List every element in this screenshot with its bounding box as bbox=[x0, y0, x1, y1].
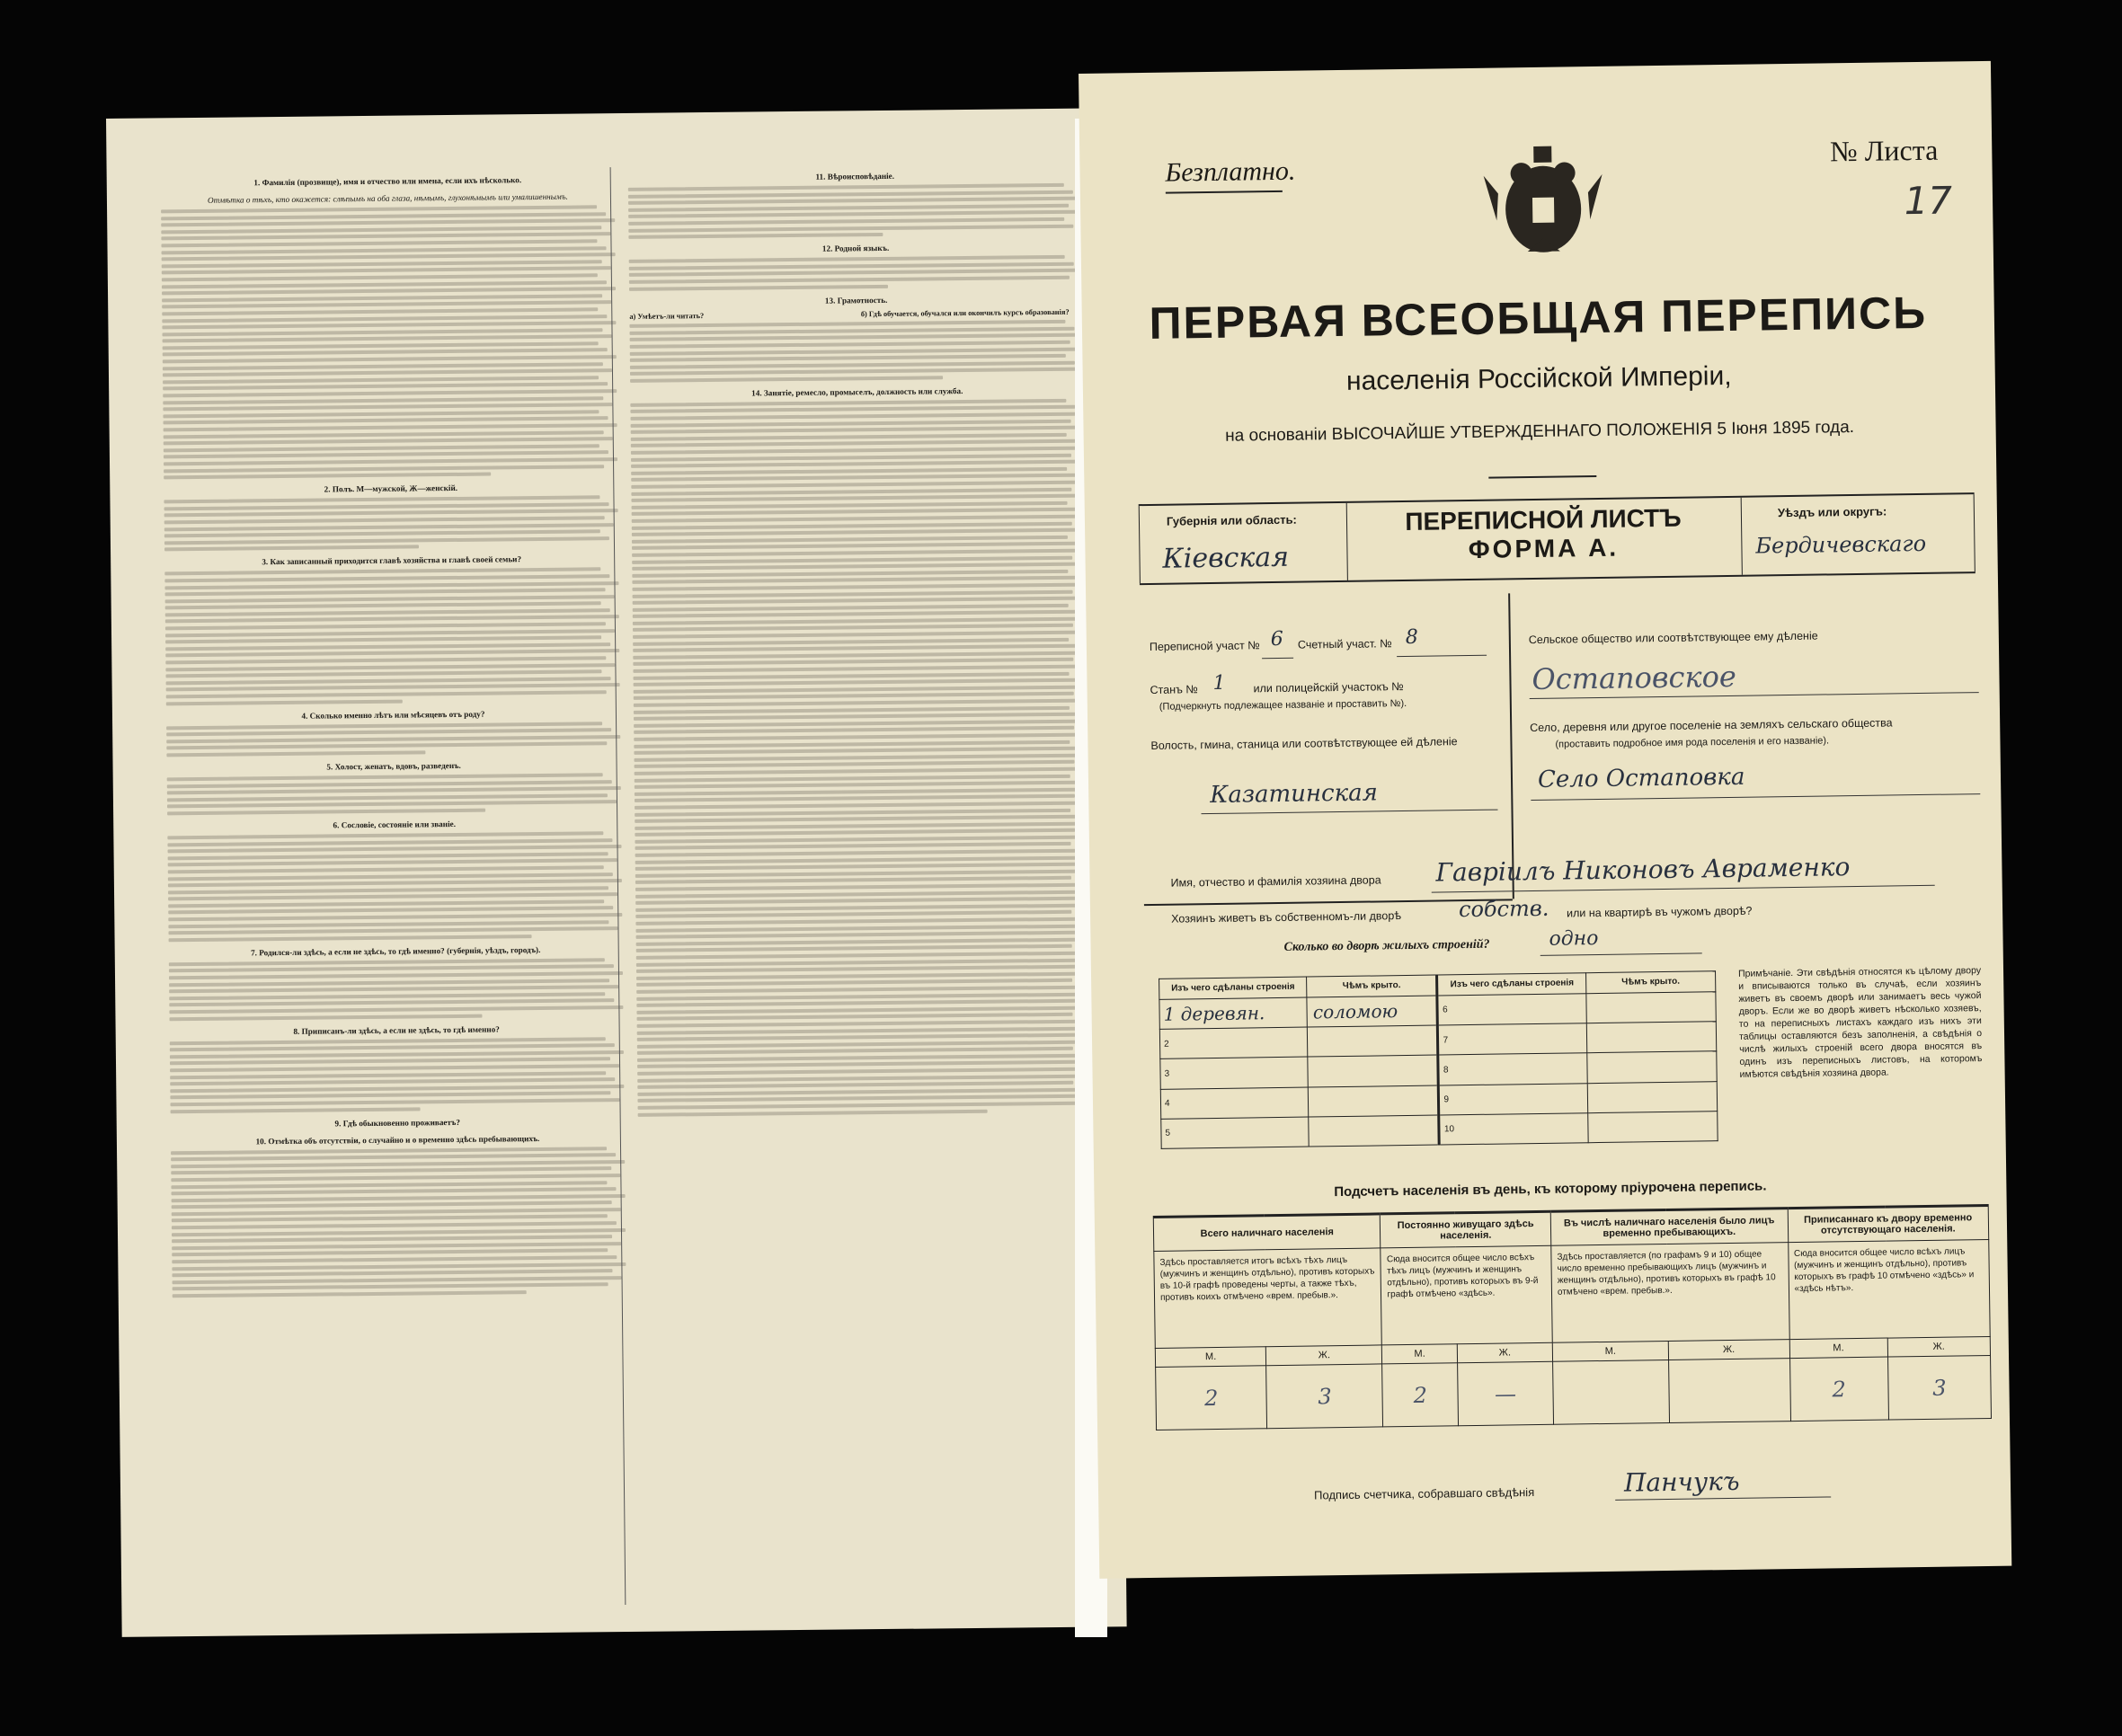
table-cell: 2 bbox=[1159, 1027, 1308, 1059]
literacy-sub-b: б) Гдѣ обучается, обучался или окончилъ курсъ образованія? bbox=[860, 307, 1070, 318]
free-label: Безплатно. bbox=[1165, 155, 1296, 188]
count-column-header: Всего наличнаго населенія bbox=[1153, 1214, 1381, 1252]
section-heading: 4. Сколько именно лѣтъ или мѣсяцевъ отъ роду? bbox=[301, 709, 485, 721]
signature-value: Панчукъ bbox=[1623, 1466, 1740, 1498]
text-line bbox=[161, 239, 597, 247]
table-cell bbox=[1588, 1111, 1718, 1142]
count-value: 3 bbox=[1266, 1364, 1383, 1429]
body-text bbox=[630, 398, 1091, 1116]
village-value: Село Остаповка bbox=[1537, 763, 1745, 793]
section-heading: 7. Родился-ли здѣсь, а если не здѣсь, то гдѣ именно? (губернія, уѣздъ, городъ). bbox=[250, 944, 541, 958]
census-basis: на основаніи ВЫСОЧАЙШЕ УТВЕРЖДЕННАГО ПОЛОЖЕНІЯ 5 Іюня 1895 года. bbox=[1225, 417, 1855, 446]
text-line bbox=[628, 224, 1073, 232]
field-underline bbox=[1531, 793, 1980, 801]
count-value bbox=[1553, 1360, 1670, 1424]
text-line bbox=[161, 205, 597, 213]
count-value: — bbox=[1457, 1361, 1553, 1425]
text-line bbox=[171, 1107, 421, 1113]
table-cell bbox=[1586, 1022, 1717, 1053]
text-line bbox=[629, 284, 888, 290]
table-cell bbox=[1587, 1051, 1718, 1083]
stan-note: (Подчеркнуть подлежащее названіе и проставить №). bbox=[1159, 697, 1407, 713]
stan-label: Станъ № bbox=[1150, 683, 1198, 696]
double-headed-eagle-emblem bbox=[1479, 138, 1607, 270]
count-title: Подсчетъ населенія въ день, къ которому пріурочена перепись. bbox=[1334, 1178, 1767, 1200]
count-district-value: 8 bbox=[1405, 625, 1418, 649]
owner-label: Имя, отчество и фамилія хозяина двора bbox=[1170, 873, 1381, 890]
text-line bbox=[166, 690, 607, 698]
text-line bbox=[630, 368, 1084, 376]
stan-suffix: или полицейскій участокъ № bbox=[1253, 680, 1404, 695]
count-column-description: Здѣсь проставляется (по графамъ 9 и 10) общее число временно пребывающихъ лицъ (мужчинъ и женщинъ отдѣльно), противъ которыхъ въ графѣ 10 отмѣчено «врем. пребыв.». bbox=[1551, 1243, 1789, 1343]
text-line bbox=[638, 1109, 988, 1116]
text-line bbox=[173, 1283, 608, 1291]
free-underline bbox=[1166, 190, 1283, 194]
literacy-subheads bbox=[629, 306, 1083, 321]
text-line bbox=[166, 699, 403, 705]
text-line bbox=[169, 934, 532, 942]
table-cell bbox=[1308, 1055, 1439, 1086]
table-cell: 4 bbox=[1160, 1087, 1309, 1120]
buildings-table-body bbox=[1159, 992, 1718, 1149]
text-line bbox=[628, 217, 1064, 226]
ornament-rule bbox=[1488, 475, 1596, 479]
stan-value: 1 bbox=[1212, 671, 1226, 695]
table-cell bbox=[1587, 1081, 1718, 1112]
sex-label: М. bbox=[1552, 1341, 1668, 1361]
count-column-description: Сюда вносится общее число всѣхъ лицъ (мужчинъ и женщинъ отдѣльно), противъ которыхъ въ графѣ 10 отмѣчено «здѣсь» и «здѣсь нѣтъ». bbox=[1788, 1239, 1990, 1339]
text-line bbox=[629, 276, 1070, 284]
section-heading: 13. Грамотность. bbox=[824, 295, 888, 306]
text-line bbox=[630, 341, 1070, 349]
table-cell: 9 bbox=[1439, 1083, 1588, 1115]
body-text bbox=[629, 255, 1083, 291]
uezd-label: Уѣздъ или округъ: bbox=[1777, 504, 1887, 520]
volost-label: Волость, гмина, станица или соотвѣтствующее ей дѣленіе bbox=[1150, 735, 1458, 752]
count-column-description: Здѣсь проставляется итогъ всѣхъ тѣхъ лицъ (мужчинъ и женщинъ отдѣльно), противъ которыхъ въ 10-й графѣ проведены черты, а также тѣхъ, противъ коихъ отмѣчено «врем. пребыв.». bbox=[1154, 1248, 1382, 1349]
buildings-value: одно bbox=[1549, 927, 1599, 951]
text-line bbox=[167, 831, 603, 839]
instructions-column-left bbox=[161, 167, 626, 1301]
text-line bbox=[168, 926, 617, 934]
sex-label: Ж. bbox=[1457, 1342, 1552, 1362]
census-subtitle: населенія Россійской Имперіи, bbox=[1345, 360, 1732, 396]
text-line bbox=[167, 809, 485, 816]
count-column-header: Постоянно живущаго здѣсь населенія. bbox=[1381, 1211, 1551, 1248]
text-line bbox=[628, 233, 883, 239]
form-title-box bbox=[1345, 498, 1742, 580]
literacy-sub-a: а) Умѣетъ-ли читать? bbox=[629, 311, 705, 321]
census-form-page bbox=[1079, 61, 2011, 1579]
body-text bbox=[167, 773, 621, 815]
sex-label: Ж. bbox=[1887, 1336, 1991, 1357]
population-count-table bbox=[1153, 1204, 1992, 1430]
text-line bbox=[630, 376, 943, 383]
count-column-description: Сюда вносится общее число всѣхъ тѣхъ лицъ (мужчинъ и женщинъ отдѣльно), противъ которыхъ въ 9-й графѣ отмѣчено «здѣсь». bbox=[1381, 1245, 1552, 1345]
sex-label: М. bbox=[1155, 1347, 1266, 1368]
gubernia-label: Губернія или область: bbox=[1166, 512, 1297, 528]
section-heading: 12. Родной языкъ. bbox=[821, 244, 890, 253]
text-line bbox=[170, 1098, 619, 1106]
count-value: 2 bbox=[1156, 1366, 1267, 1430]
census-title: ПЕРВАЯ ВСЕОБЩАЯ ПЕРЕПИСЬ bbox=[1149, 287, 1928, 349]
location-divider bbox=[1508, 593, 1514, 899]
form-subtitle: ФОРМА А. bbox=[1468, 533, 1620, 563]
table-cell: 5 bbox=[1161, 1117, 1310, 1149]
buildings-note: Примѣчаніе. Эти свѣдѣнія относятся къ цѣлому двору и вписываются только въ случаѣ, если хозяинъ живетъ въ своемъ дворѣ или занимаетъ весь чужой дворъ. Если же во дворѣ живетъ нѣсколько хозяевъ, то на переписныхъ листахъ каждаго изъ нихъ эти таблицы оставляются безъ заполненія, а свѣдѣнія о числѣ жилыхъ строеній всего двора вносятся въ одинъ изъ переписныхъ листовъ, на которомъ имѣются свѣдѣнія хозяина двора. bbox=[1737, 965, 1983, 1080]
body-text bbox=[628, 183, 1083, 239]
census-district-value: 6 bbox=[1270, 627, 1283, 651]
uezd-box bbox=[1741, 494, 1976, 575]
table-cell: 3 bbox=[1160, 1057, 1309, 1089]
living-label: Хозяинъ живетъ въ собственномъ-ли дворѣ bbox=[1171, 909, 1402, 926]
text-line bbox=[638, 1102, 1079, 1110]
body-text bbox=[169, 958, 624, 1021]
text-line bbox=[171, 1174, 620, 1182]
section-heading: 8. Приписанъ-ли здѣсь, а если не здѣсь, то гдѣ именно? bbox=[293, 1024, 500, 1036]
form-title: ПЕРЕПИСНОЙ ЛИСТЪ bbox=[1405, 503, 1682, 536]
count-value: 3 bbox=[1887, 1355, 1991, 1420]
text-line bbox=[166, 750, 425, 757]
form-header-box bbox=[1139, 492, 1976, 585]
table-cell: соломою bbox=[1307, 996, 1438, 1027]
count-values-row bbox=[1156, 1355, 1992, 1430]
body-text bbox=[164, 567, 620, 705]
section-heading: 11. Вѣроисповѣданіе. bbox=[815, 171, 895, 182]
uezd-value: Бердичевскаго bbox=[1755, 530, 1927, 559]
body-text bbox=[629, 320, 1084, 383]
gubernia-value: Кіевская bbox=[1162, 541, 1290, 575]
table-cell bbox=[1309, 1085, 1440, 1117]
section-note: Отмѣтка о тѣхъ, кто окажется: слѣпымъ на оба глаза, нѣмымъ, глухонѣмымъ или умалишеннымъ. bbox=[207, 191, 568, 205]
text-line bbox=[164, 516, 605, 524]
text-line bbox=[636, 986, 1081, 994]
body-text bbox=[171, 1147, 626, 1298]
count-district-label: Счетный участ. № bbox=[1297, 637, 1392, 651]
village-label: Село, деревня или другое поселеніе на земляхъ сельскаго общества bbox=[1530, 716, 1893, 735]
bld-header-material: Изъ чего сдѣланы строенія bbox=[1159, 977, 1308, 999]
section-heading: 1. Фамилія (прозвище), имя и отчество или имена, если ихъ нѣсколько. bbox=[253, 175, 522, 188]
count-value: 2 bbox=[1382, 1363, 1458, 1427]
bld-header-roof: Чѣмъ крыто. bbox=[1307, 975, 1437, 997]
census-district-label: Переписной участ № bbox=[1149, 639, 1260, 653]
section-heading: 2. Полъ. М—мужской, Ж—женскій. bbox=[324, 483, 458, 494]
section-heading: 14. Занятіе, ремесло, промыселъ, должность или служба. bbox=[751, 385, 963, 398]
table-cell bbox=[1586, 992, 1717, 1023]
volost-value: Казатинская bbox=[1210, 779, 1379, 810]
table-cell: 8 bbox=[1438, 1053, 1587, 1085]
gubernia-box bbox=[1139, 503, 1348, 583]
sheet-number-handwritten: 17 bbox=[1904, 178, 1953, 224]
text-line bbox=[628, 183, 1064, 191]
text-line bbox=[164, 574, 609, 582]
living-suffix: или на квартирѣ въ чужомъ дворѣ? bbox=[1567, 904, 1753, 920]
sex-label: Ж. bbox=[1266, 1345, 1382, 1366]
sex-label: Ж. bbox=[1668, 1340, 1789, 1360]
text-line bbox=[162, 273, 598, 281]
body-text bbox=[164, 495, 618, 551]
field-underline bbox=[1202, 810, 1498, 815]
bld-header-material: Изъ чего сдѣланы строенія bbox=[1437, 973, 1586, 996]
section-heading: 10. Отмѣтка объ отсутствіи, о случайно и о временно здѣсь пребывающихъ. bbox=[255, 1133, 540, 1146]
buildings-label: Сколько во дворѣ жилыхъ строеній? bbox=[1283, 937, 1490, 954]
text-line bbox=[167, 800, 617, 808]
section-heading: 3. Как записанный приходится главѣ хозяйства и главѣ своей семьи? bbox=[262, 554, 522, 567]
field-underline bbox=[1262, 658, 1293, 659]
text-line bbox=[164, 473, 491, 480]
text-line bbox=[162, 307, 598, 315]
text-line bbox=[166, 742, 607, 750]
body-text bbox=[166, 722, 620, 757]
field-underline bbox=[1397, 655, 1487, 657]
section-heading: 6. Сословіе, состояніе или званіе. bbox=[333, 819, 457, 830]
table-cell bbox=[1308, 1025, 1439, 1057]
count-column-header: Приписаннаго къ двору временно отсутствующаго населенія. bbox=[1788, 1205, 1989, 1242]
society-label: Сельское общество или соотвѣтствующее ему дѣленіе bbox=[1528, 629, 1818, 647]
table-cell: 7 bbox=[1438, 1023, 1587, 1056]
body-text bbox=[170, 1037, 625, 1113]
text-line bbox=[635, 802, 1084, 810]
count-description-row bbox=[1154, 1239, 1990, 1348]
owner-value: Гаврiилъ Никоновъ Авраменко bbox=[1435, 852, 1851, 888]
buildings-table bbox=[1159, 970, 1718, 1149]
table-cell: 1 деревян. bbox=[1159, 997, 1308, 1030]
table-cell: 6 bbox=[1437, 994, 1586, 1026]
village-note: (проставить подробное имя рода поселенія и его названіе). bbox=[1555, 735, 1830, 750]
count-value bbox=[1668, 1359, 1790, 1423]
count-value: 2 bbox=[1789, 1357, 1888, 1422]
sex-label: М. bbox=[1382, 1344, 1458, 1364]
text-line bbox=[164, 536, 609, 545]
bld-header-roof: Чѣмъ крыто. bbox=[1585, 971, 1715, 994]
instructions-column-right bbox=[628, 163, 1092, 1120]
text-line bbox=[637, 1020, 1082, 1028]
section-heading: 5. Холост, женатъ, вдовъ, разведенъ. bbox=[326, 760, 461, 772]
text-line bbox=[167, 773, 603, 781]
field-underline bbox=[1540, 952, 1702, 956]
table-cell: 10 bbox=[1439, 1112, 1588, 1145]
text-line bbox=[164, 545, 419, 552]
sex-label: М. bbox=[1789, 1338, 1887, 1359]
table-cell bbox=[1309, 1115, 1440, 1147]
signature-label: Подпись счетчика, собравшаго свѣдѣнія bbox=[1314, 1485, 1535, 1502]
count-column-header: Въ числѣ наличнаго населенія было лицъ временно пребывающихъ. bbox=[1550, 1209, 1788, 1246]
instructions-page bbox=[106, 108, 1127, 1637]
text-line bbox=[168, 865, 604, 873]
body-text bbox=[161, 205, 617, 479]
sheet-number-label: № Листа bbox=[1829, 133, 1939, 168]
divider-rule bbox=[1144, 899, 1513, 906]
section-heading: 9. Гдѣ обыкновенно проживаетъ? bbox=[334, 1117, 460, 1128]
body-text bbox=[167, 831, 622, 942]
society-value: Остаповское bbox=[1532, 659, 1737, 697]
text-line bbox=[173, 1290, 527, 1298]
text-line bbox=[164, 465, 604, 473]
text-line bbox=[169, 1005, 623, 1014]
living-value: собств. bbox=[1458, 895, 1549, 923]
text-line bbox=[169, 1014, 482, 1021]
